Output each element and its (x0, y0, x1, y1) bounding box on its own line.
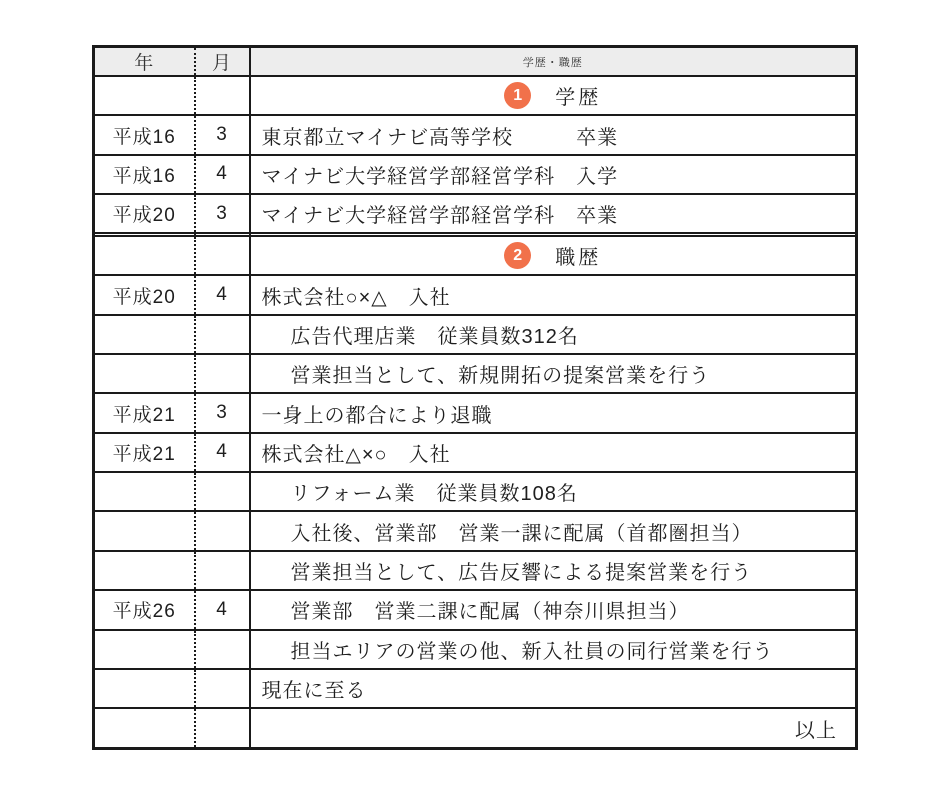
table-row (94, 315, 857, 354)
year-cell (94, 551, 195, 590)
month-cell (195, 236, 250, 275)
section-number-badge: 1 (504, 82, 531, 109)
section-label: 職歴 (555, 247, 602, 270)
year-cell (94, 708, 195, 748)
table-row (94, 669, 857, 708)
month-column-header: 月 (195, 47, 250, 77)
month-cell: 4 (195, 433, 250, 472)
history-cell: マイナビ大学経営学部経営学科 卒業 (250, 194, 857, 233)
month-cell: 4 (195, 155, 250, 194)
section-number-badge: 2 (504, 242, 531, 269)
year-cell (94, 472, 195, 511)
history-cell: リフォーム業 従業員数108名 (250, 472, 857, 511)
year-cell (94, 315, 195, 354)
table-row (94, 433, 857, 472)
header-row (94, 47, 857, 77)
history-column-header: 学歴・職歴 (250, 47, 857, 77)
month-cell (195, 630, 250, 669)
table-row (94, 511, 857, 550)
month-cell (195, 354, 250, 393)
year-cell: 平成26 (94, 590, 195, 629)
section-label: 学歴 (555, 87, 602, 110)
year-cell: 平成16 (94, 155, 195, 194)
table-row (94, 275, 857, 314)
history-cell: 広告代理店業 従業員数312名 (250, 315, 857, 354)
year-cell: 平成16 (94, 115, 195, 154)
history-cell: 営業担当として、広告反響による提案営業を行う (250, 551, 857, 590)
history-cell: 入社後、営業部 営業一課に配属（首都圏担当） (250, 511, 857, 550)
table-row (94, 155, 857, 194)
month-cell (195, 472, 250, 511)
month-cell (195, 669, 250, 708)
year-cell: 平成20 (94, 275, 195, 314)
table-row (94, 115, 857, 154)
year-cell (94, 236, 195, 275)
history-cell: 株式会社○×△ 入社 (250, 275, 857, 314)
month-cell (195, 551, 250, 590)
table-row (94, 354, 857, 393)
month-cell (195, 76, 250, 115)
history-cell: 東京都立マイナビ高等学校 卒業 (250, 115, 857, 154)
year-cell: 平成21 (94, 433, 195, 472)
section-cell (250, 76, 857, 115)
month-cell (195, 511, 250, 550)
month-cell: 3 (195, 115, 250, 154)
year-cell (94, 354, 195, 393)
section-cell (250, 236, 857, 275)
history-cell: 現在に至る (250, 669, 857, 708)
history-cell: 営業部 営業二課に配属（神奈川県担当） (250, 590, 857, 629)
history-cell: 担当エリアの営業の他、新入社員の同行営業を行う (250, 630, 857, 669)
month-cell: 4 (195, 275, 250, 314)
history-cell: 以上 (250, 708, 857, 748)
year-column-header: 年 (94, 47, 195, 77)
year-cell (94, 511, 195, 550)
table-row (94, 393, 857, 432)
section-row (94, 76, 857, 115)
table-row (94, 194, 857, 233)
year-cell (94, 76, 195, 115)
history-cell: 営業担当として、新規開拓の提案営業を行う (250, 354, 857, 393)
year-cell (94, 630, 195, 669)
table-row (94, 590, 857, 629)
section-row (94, 236, 857, 275)
year-cell: 平成20 (94, 194, 195, 233)
table-row (94, 551, 857, 590)
month-cell: 4 (195, 590, 250, 629)
education-work-history-table (92, 45, 858, 750)
history-cell: 株式会社△×○ 入社 (250, 433, 857, 472)
month-cell (195, 708, 250, 748)
table-row (94, 630, 857, 669)
table-row (94, 472, 857, 511)
history-cell: 一身上の都合により退職 (250, 393, 857, 432)
year-cell (94, 669, 195, 708)
table-body (94, 76, 857, 749)
year-cell: 平成21 (94, 393, 195, 432)
month-cell: 3 (195, 194, 250, 233)
month-cell: 3 (195, 393, 250, 432)
table-row (94, 708, 857, 748)
month-cell (195, 315, 250, 354)
history-cell: マイナビ大学経営学部経営学科 入学 (250, 155, 857, 194)
